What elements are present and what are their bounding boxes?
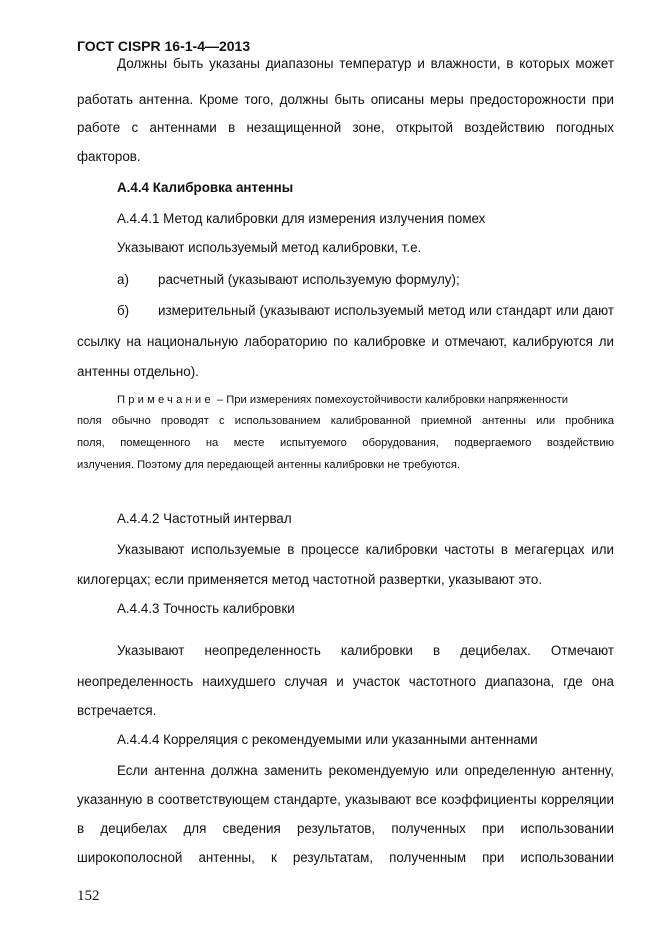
paragraph-line: широкополосной антенны, к результатам, полученным при использовании <box>77 850 614 865</box>
list-marker: б) <box>117 303 130 318</box>
list-item-text: расчетный (указывают используемую формулу); <box>158 272 460 287</box>
paragraph-line: Указывают используемые в процессе калибровки частоты в мегагерцах или <box>117 542 614 557</box>
note-text: поля обычно проводят с использованием калиброванной приемной антенны или пробника <box>77 415 614 427</box>
paragraph-line: указанную в соответствующем стандарте, указывают все коэффициенты корреляции <box>77 792 614 807</box>
note-text: – При измерениях помехоустойчивости калибровки напряженности <box>213 394 569 406</box>
paragraph-line: работать антенна. Кроме того, должны быть описаны меры предосторожности при <box>77 92 614 107</box>
subsection-heading: А.4.4.2 Частотный интервал <box>117 511 292 526</box>
note-label: Примечание <box>117 394 214 406</box>
note-text: излучения. Поэтому для передающей антенны калибровки не требуются. <box>77 459 461 471</box>
paragraph-line: неопределенность наихудшего случая и участок частотного диапазона, где она <box>77 674 614 689</box>
document-header: ГОСТ CISPR 16-1-4—2013 <box>77 38 251 54</box>
list-item-text: измерительный (указывают используемый метод или стандарт или дают <box>158 303 614 318</box>
list-item-text: ссылку на национальную лабораторию по калибровке и отмечают, калибруются ли <box>77 334 614 349</box>
page-number: 152 <box>77 888 100 904</box>
list-marker: а) <box>117 272 129 287</box>
paragraph-line: в децибелах для сведения результатов, полученных при использовании <box>77 821 614 836</box>
paragraph-line: работе с антеннами в незащищенной зоне, открытой воздействию погодных <box>77 120 614 135</box>
subsection-heading: А.4.4.4 Корреляция с рекомендуемыми или указанными антеннами <box>117 732 538 747</box>
paragraph-line: Если антенна должна заменить рекомендуемую или определенную антенну, <box>117 763 614 778</box>
paragraph-line: встречается. <box>77 703 157 718</box>
paragraph-line: Должны быть указаны диапазоны температур и влажности, в которых может <box>117 56 614 71</box>
section-heading: А.4.4 Калибровка антенны <box>117 180 294 195</box>
paragraph-line: килогерцах; если применяется метод частотной развертки, указывают это. <box>77 572 543 587</box>
subsection-heading: А.4.4.3 Точность калибровки <box>117 601 295 616</box>
note-text: поля, помещенного на месте испытуемого оборудования, подвергаемого воздействию <box>77 437 614 449</box>
subsection-heading: А.4.4.1 Метод калибровки для измерения излучения помех <box>117 211 486 226</box>
paragraph-line: факторов. <box>77 149 141 164</box>
paragraph-line: Указывают используемый метод калибровки, т.е. <box>117 240 422 255</box>
list-item-text: антенны отдельно). <box>77 364 199 379</box>
paragraph-line: Указывают неопределенность калибровки в децибелах. Отмечают <box>117 643 614 658</box>
note-first-line <box>117 393 568 407</box>
